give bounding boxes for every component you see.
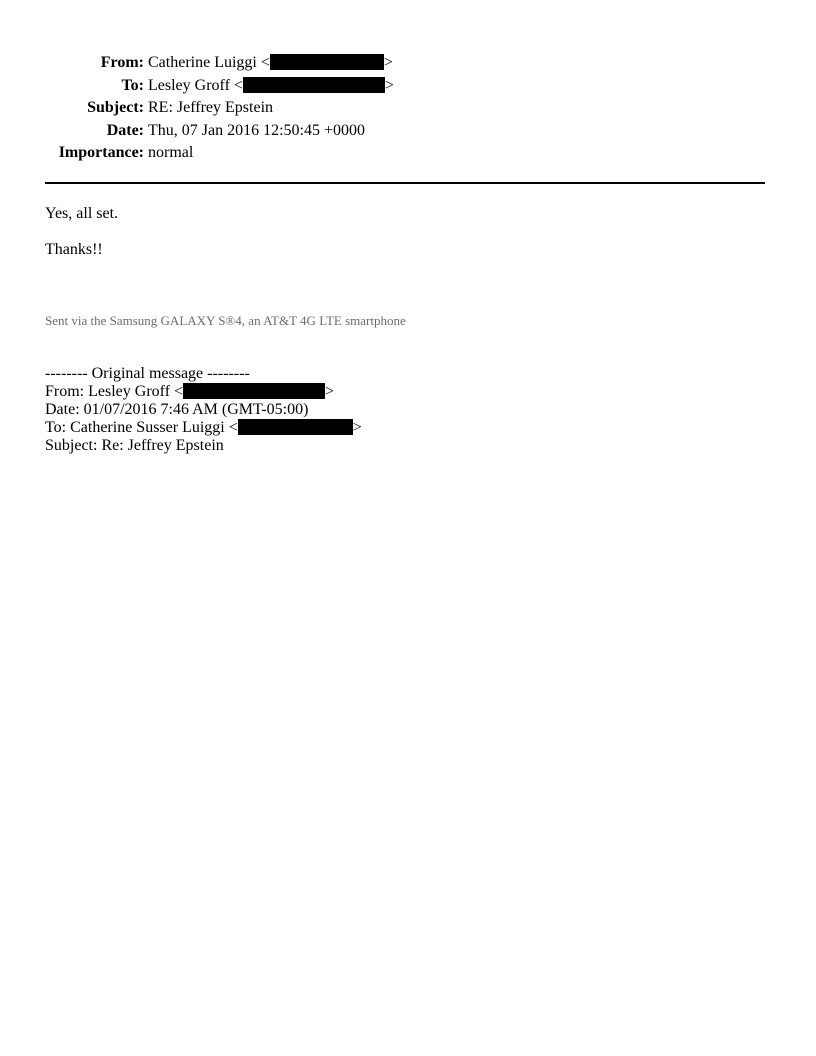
from-value bbox=[148, 52, 393, 75]
redacted-email-block bbox=[243, 77, 385, 93]
body-line: Thanks!! bbox=[45, 241, 103, 258]
to-label: To: bbox=[121, 76, 144, 94]
email-header bbox=[0, 52, 816, 165]
importance-value: normal bbox=[148, 144, 194, 161]
header-to-row bbox=[0, 75, 816, 98]
header-date-row bbox=[0, 120, 816, 143]
original-separator: -------- Original message -------- bbox=[45, 365, 250, 382]
header-from-row bbox=[0, 52, 816, 75]
header-divider bbox=[45, 182, 765, 184]
to-close: > bbox=[384, 76, 394, 94]
date-label: Date: bbox=[106, 121, 144, 139]
original-from bbox=[45, 383, 362, 401]
from-close: > bbox=[383, 54, 393, 71]
original-from-close: > bbox=[325, 383, 335, 400]
from-label: From: bbox=[100, 54, 144, 71]
from-name: Catherine Luiggi < bbox=[148, 54, 270, 71]
original-to-close: > bbox=[352, 419, 362, 436]
to-name: Lesley Groff < bbox=[148, 76, 243, 94]
importance-label: Importance: bbox=[58, 144, 144, 161]
original-subject: Subject: Re: Jeffrey Epstein bbox=[45, 437, 224, 454]
mobile-signature: Sent via the Samsung GALAXY S®4, an AT&T 4G LTE smartphone bbox=[45, 313, 406, 328]
redacted-email-block bbox=[183, 383, 325, 399]
original-from-text: From: Lesley Groff < bbox=[45, 383, 184, 400]
body-line: Yes, all set. bbox=[45, 205, 119, 222]
subject-value: RE: Jeffrey Epstein bbox=[148, 99, 274, 116]
original-date: Date: 01/07/2016 7:46 AM (GMT-05:00) bbox=[45, 401, 309, 418]
header-subject-row bbox=[0, 97, 816, 120]
header-importance-row bbox=[0, 142, 816, 165]
to-value bbox=[148, 75, 394, 98]
redacted-email-block bbox=[270, 54, 384, 70]
original-message bbox=[45, 365, 362, 455]
original-to-text: To: Catherine Susser Luiggi < bbox=[45, 419, 238, 436]
date-value: Thu, 07 Jan 2016 12:50:45 +0000 bbox=[148, 121, 366, 139]
original-to bbox=[45, 419, 362, 437]
subject-label: Subject: bbox=[87, 99, 144, 116]
redacted-email-block bbox=[238, 419, 353, 435]
